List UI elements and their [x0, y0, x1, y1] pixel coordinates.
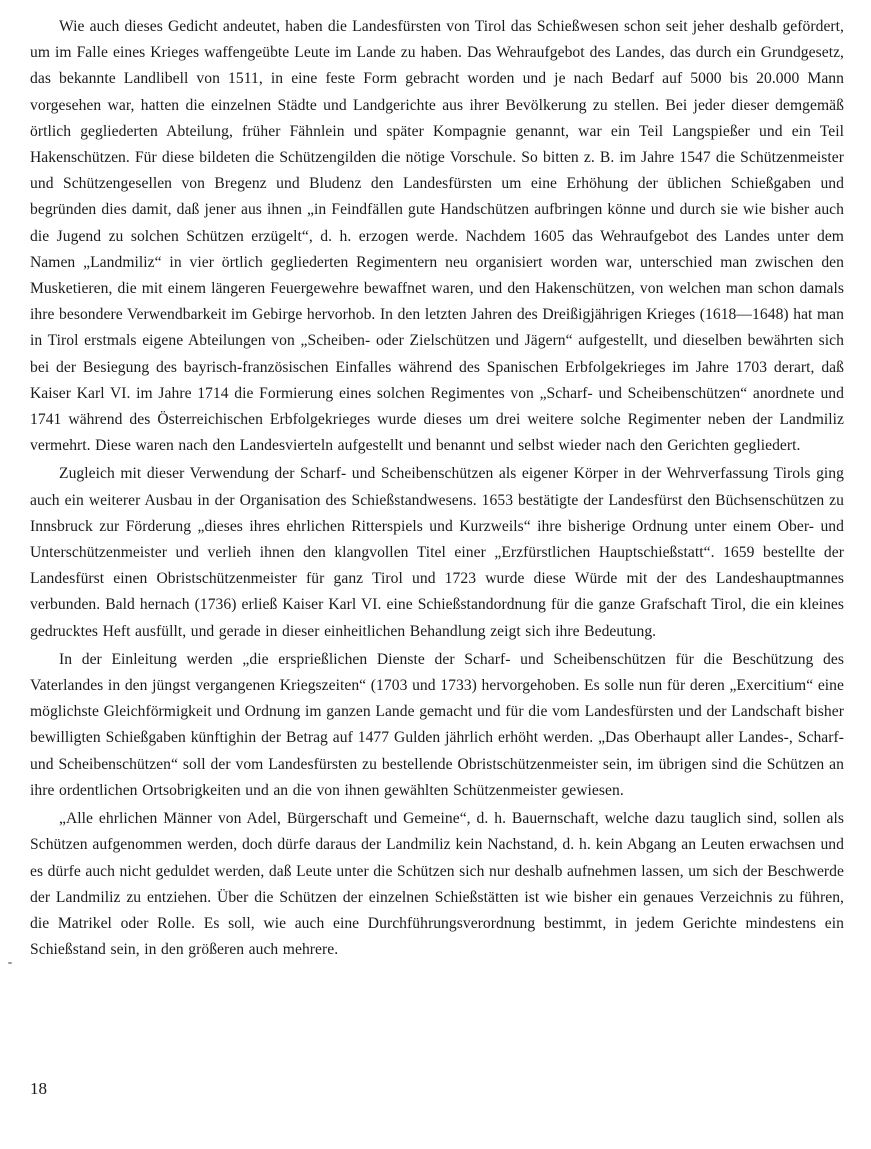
page-number: 18: [30, 1079, 47, 1098]
paragraph-2: Zugleich mit dieser Verwendung der Scharf- und Scheibenschützen als eigener Körper in der Wehrverfassung Tirols ging auch ein weiterer Ausbau in der Organisation des Schießstandwesens. 1653 bestätigte der Landesfürst den Büchsenschützen zu Innsbruck zur Förderung „dieses ihres ehrlichen Ritterspiels und Kurzweils“ ihre bisherige Ordnung unter einem Ober- und Unterschützenmeister und verlieh ihnen den klangvollen Titel einer „Erzfürstlichen Hauptschießstatt“. 1659 bestellte der Landesfürst einen Obristschützenmeister für ganz Tirol und 1723 wurde diese Würde mit der des Landeshauptmannes verbunden. Bald hernach (1736) erließ Kaiser Karl VI. eine Schießstandordnung für die ganze Grafschaft Tirol, die ein kleines gedrucktes Heft ausfüllt, und gerade in dieser einheitlichen Behandlung zeigt sich ihre Bedeutung.: [30, 465, 844, 640]
paragraph-3: In der Einleitung werden „die ersprießlichen Dienste der Scharf- und Scheibenschützen für die Beschützung des Vaterlandes in den jüngst vergangenen Kriegszeiten“ (1703 und 1733) hervorgehoben. Es solle nun für deren „Exercitium“ eine möglichste Gleichförmigkeit und Ordnung im ganzen Lande gemacht und für die vom Landesfürsten und der Landschaft bisher bewilligten Schießgaben künftighin der Betrag auf 1477 Gulden jährlich erhöht werden. „Das Oberhaupt aller Landes-, Scharf- und Scheibenschützen“ soll der vom Landesfürsten zu bestellende Obristschützenmeister sein, im übrigen sind die Schützen an ihre ordentlichen Ortsobrigkeiten und an die von ihnen gewählten Schützenmeister gewiesen.: [30, 650, 844, 799]
paragraph-1: Wie auch dieses Gedicht andeutet, haben die Landesfürsten von Tirol das Schießwesen schon seit jeher deshalb gefördert, um im Falle eines Krieges waffengeübte Leute im Lande zu haben. Das Wehraufgebot des Landes, das durch ein Grundgesetz, das bekannte Landlibell von 1511, in eine feste Form gebracht worden und je nach Bedarf auf 5000 bis 20.000 Mann vorgesehen war, hatten die einzelnen Städte und Landgerichte aus ihrer Bevölkerung zu stellen. Bei jeder dieser demgemäß örtlich gegliederten Abteilung, früher Fähnlein und später Kompagnie genannt, war ein Teil Langspießer und ein Teil Hakenschützen. Für diese bildeten die Schützengilden die nötige Vorschule. So bitten z. B. im Jahre 1547 die Schützenmeister und Schützengesellen von Bregenz und Bludenz den Landesfürsten um eine Erhöhung der üblichen Schießgaben und begründen dies damit, daß jener aus ihnen „in Feindfällen gute Handschützen aufbringen könne und durch sie wie bisher auch die Jugend zu solchen Schützen erzügelt“, d. h. erzogen werde. Nachdem 1605 das Wehraufgebot des Landes unter dem Namen „Landmiliz“ in vier örtlich gegliederten Regimentern neu organisiert worden war, unterschied man zwischen den Musketieren, die mit einem längeren Feuergewehre bewaffnet waren, und den Hakenschützen, von welchen man schon damals ihre besondere Verwendbarkeit im Gebirge hervorhob. In den letzten Jahren des Dreißigjährigen Krieges (1618—1648) hat man in Tirol erstmals eigene Abteilungen von „Scheiben- oder Zielschützen und Jägern“ aufgestellt, und dieselben bewährten sich bei der Besiegung des bayrisch-französischen Einfalles während des Spanischen Erbfolgekrieges im Jahre 1703 derart, daß Kaiser Karl VI. im Jahre 1714 die Formierung eines solchen Regimentes von „Scharf- und Scheibenschützen“ anordnete und 1741 während des Österreichischen Erbfolgekrieges wurde dieses um drei weitere solche Regimenter neben der Landmiliz vermehrt. Diese waren nach den Landesvierteln aufgestellt und benannt und selbst wieder nach den Gerichten gegliedert.: [30, 18, 844, 455]
body-text: [30, 14, 844, 963]
paragraph-4: „Alle ehrlichen Männer von Adel, Bürgerschaft und Gemeine“, d. h. Bauernschaft, welche dazu tauglich sind, sollen als Schützen aufgenommen werden, doch dürfe daraus der Landmiliz kein Nachstand, d. h. kein Abgang an Leuten erwachsen und es dürfe auch nicht geduldet werden, daß Leute unter die Schützen sich nur deshalb aufnehmen lassen, um sich der Beschwerde der Landmiliz zu entziehen. Über die Schützen der einzelnen Schießstätten ist wie bisher ein genaues Verzeichnis zu führen, die Matrikel oder Rolle. Es soll, wie auch eine Durchführungsverordnung bestimmt, in jedem Gerichte mindestens ein Schießstand sein, in den größeren auch mehrere.: [30, 810, 844, 959]
print-speck: [8, 962, 12, 964]
